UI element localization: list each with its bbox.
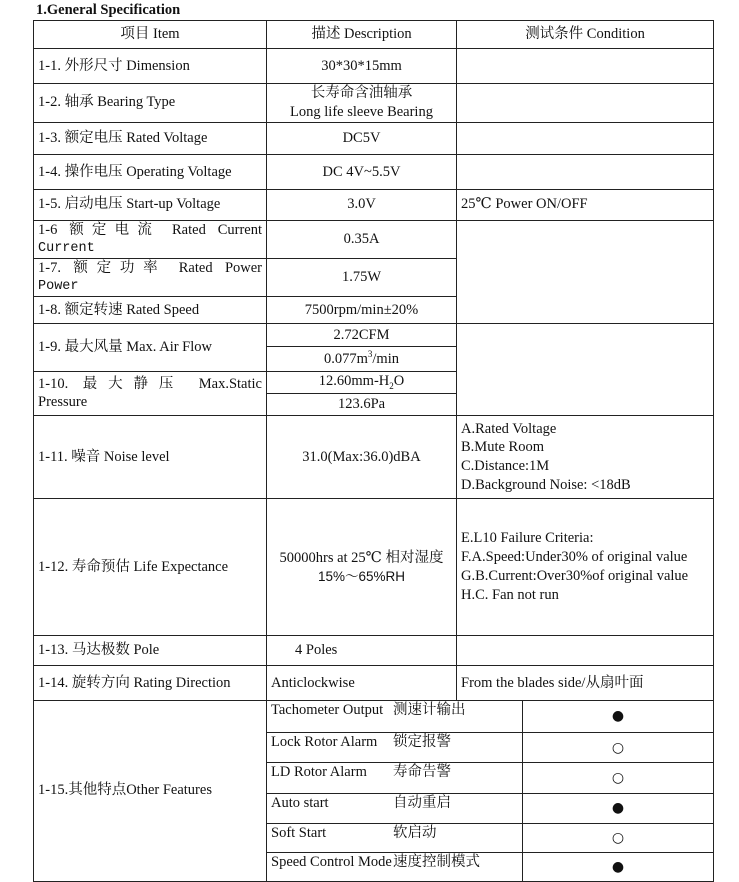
desc-pressure-mmh2o: $12.60mm-H_2O$ <box>267 371 457 393</box>
feature-mark-filled: ● <box>523 793 714 823</box>
desc-rated-current: 0.35A <box>267 221 457 259</box>
desc-rated-voltage: DC5V <box>267 122 457 154</box>
item-rated-power-line1: 1-7. 额定功率 Rated Power <box>38 260 262 277</box>
feature-row <box>267 763 523 793</box>
cond-bearing <box>457 83 714 122</box>
desc-rated-power: 1.75W <box>267 258 457 296</box>
feature-name-cn: 寿命告警 <box>393 764 451 781</box>
item-static-pressure-line1: 1-10. 最大静压 Max.Static <box>38 375 262 392</box>
desc-startup-voltage: 3.0V <box>267 189 457 220</box>
feature-mark-filled: ● <box>523 853 714 882</box>
feature-name-en: Tachometer Output <box>271 701 384 718</box>
desc-life <box>267 499 457 636</box>
desc-rated-speed: 7500rpm/min±20% <box>267 296 457 323</box>
cond-rotation: From the blades side/从扇叶面 <box>457 666 714 700</box>
cond-life-h: H.C. Fan not run <box>461 586 559 603</box>
cond-rated-voltage <box>457 122 714 154</box>
feature-name-en: Lock Rotor Alarm <box>271 734 378 751</box>
desc-bearing-en: Long life sleeve Bearing <box>290 103 433 120</box>
feature-row <box>267 853 523 882</box>
cond-group-rated <box>457 221 714 324</box>
feature-mark-empty: ○ <box>523 733 714 763</box>
cond-noise-b: B.Mute Room <box>461 439 544 456</box>
item-noise: 1-11. 噪音 Noise level <box>34 416 267 499</box>
feature-name-cn: 锁定报警 <box>393 734 451 751</box>
item-other-features: 1-15.其他特点Other Features <box>34 700 267 881</box>
feature-row <box>267 733 523 763</box>
item-life: 1-12. 寿命预估 Life Expectance <box>34 499 267 636</box>
cond-dimension <box>457 49 714 83</box>
desc-pole: 4 Poles <box>267 635 457 665</box>
feature-row <box>267 700 523 732</box>
cond-noise <box>457 416 714 499</box>
feature-row <box>267 793 523 823</box>
desc-bearing <box>267 83 457 122</box>
cond-noise-a: A.Rated Voltage <box>461 420 557 437</box>
feature-mark-empty: ○ <box>523 763 714 793</box>
cond-life-e: E.L10 Failure Criteria: <box>461 530 594 547</box>
desc-pressure-pa: 123.6Pa <box>267 393 457 415</box>
item-rated-voltage: 1-3. 额定电压 Rated Voltage <box>34 122 267 154</box>
desc-operating-voltage: DC 4V~5.5V <box>267 155 457 189</box>
cond-group-pq <box>457 324 714 416</box>
header-condition: 测试条件 Condition <box>457 21 714 49</box>
item-static-pressure <box>34 371 267 416</box>
feature-name-cn: 自动重启 <box>393 794 451 811</box>
desc-dimension: 30*30*15mm <box>267 49 457 83</box>
cond-startup-voltage: 25℃ Power ON/OFF <box>457 189 714 220</box>
desc-airflow-m3: $0.077m^3/\min$ <box>267 347 457 371</box>
desc-airflow-cfm: 2.72CFM <box>267 324 457 347</box>
item-rated-current-line1: 1-6 额定电流 Rated Current <box>38 222 262 239</box>
item-rated-power-line2: Power <box>38 278 79 294</box>
spec-table <box>33 20 714 882</box>
feature-name-en: Soft Start <box>271 825 327 842</box>
cond-life-g: G.B.Current:Over30%of original value <box>461 568 689 585</box>
cond-pole <box>457 635 714 665</box>
header-description: 描述 Description <box>267 21 457 49</box>
feature-name-en: Auto start <box>271 794 329 811</box>
item-rated-power <box>34 258 267 296</box>
item-rated-speed: 1-8. 额定转速 Rated Speed <box>34 296 267 323</box>
item-dimension: 1-1. 外形尺寸 Dimension <box>34 49 267 83</box>
feature-mark-empty: ○ <box>523 824 714 853</box>
feature-mark-filled: ● <box>523 700 714 732</box>
feature-name-en: Speed Control Mode <box>271 854 392 871</box>
desc-life-line1: 50000hrs at 25℃ 相对湿度 <box>279 549 444 566</box>
item-pole: 1-13. 马达极数 Pole <box>34 635 267 665</box>
feature-name-cn: 软启动 <box>393 825 437 842</box>
item-rotation: 1-14. 旋转方向 Rating Direction <box>34 666 267 700</box>
item-rated-current <box>34 221 267 259</box>
feature-name-cn: 测速计输出 <box>393 701 466 718</box>
item-startup-voltage: 1-5. 启动电压 Start-up Voltage <box>34 189 267 220</box>
feature-name-cn: 速度控制模式 <box>393 854 480 871</box>
item-static-pressure-line2: Pressure <box>38 394 88 411</box>
item-max-airflow: 1-9. 最大风量 Max. Air Flow <box>34 324 267 372</box>
item-rated-current-line2: Current <box>38 241 95 257</box>
desc-rotation: Anticlockwise <box>267 666 457 700</box>
desc-life-line2: 15%～65%RH <box>317 568 406 584</box>
cond-life-f: F.A.Speed:Under30% of original value <box>461 549 688 566</box>
item-bearing: 1-2. 轴承 Bearing Type <box>34 83 267 122</box>
cond-noise-c: C.Distance:1M <box>461 458 550 475</box>
cond-operating-voltage <box>457 155 714 189</box>
section-title: 1.General Specification <box>36 2 181 18</box>
feature-row <box>267 824 523 853</box>
desc-bearing-cn: 长寿命含油轴承 <box>310 84 413 101</box>
header-item: 项目 Item <box>34 21 267 49</box>
cond-life <box>457 499 714 636</box>
feature-name-en: LD Rotor Alarm <box>271 764 367 781</box>
item-operating-voltage: 1-4. 操作电压 Operating Voltage <box>34 155 267 189</box>
cond-noise-d: D.Background Noise: <18dB <box>461 477 631 494</box>
desc-noise: 31.0(Max:36.0)dBA <box>267 416 457 499</box>
